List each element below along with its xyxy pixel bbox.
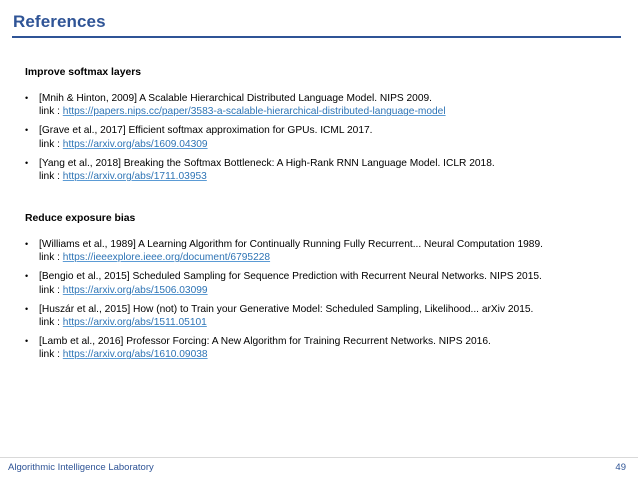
reference-link[interactable]: https://arxiv.org/abs/1610.09038 bbox=[62, 349, 208, 361]
link-prefix: link : bbox=[39, 284, 63, 296]
bullet-icon: • bbox=[25, 157, 29, 168]
reference-item bbox=[25, 92, 625, 118]
reference-item bbox=[25, 238, 625, 264]
bullet-icon: • bbox=[25, 303, 29, 314]
reference-citation: [Grave et al., 2017] Efficient softmax approximation for GPUs. ICML 2017. bbox=[39, 125, 373, 137]
bullet-icon: • bbox=[25, 125, 29, 136]
reference-item bbox=[25, 124, 625, 150]
footer-divider bbox=[0, 457, 638, 458]
reference-link[interactable]: https://arxiv.org/abs/1711.03953 bbox=[62, 171, 207, 183]
bullet-icon: • bbox=[25, 239, 29, 249]
reference-item bbox=[25, 335, 625, 361]
reference-item bbox=[25, 303, 625, 329]
link-prefix: link : bbox=[39, 252, 63, 264]
link-prefix: link : bbox=[39, 106, 63, 118]
link-prefix: link : bbox=[39, 317, 63, 329]
bullet-icon: • bbox=[25, 271, 29, 282]
reference-list-exposure-bias bbox=[25, 238, 625, 361]
bullet-icon: • bbox=[25, 336, 29, 347]
reference-link[interactable]: https://arxiv.org/abs/1609.04309 bbox=[62, 138, 208, 150]
slide-title: References bbox=[13, 12, 106, 31]
section-heading-exposure-bias: Reduce exposure bias bbox=[25, 213, 136, 224]
link-prefix: link : bbox=[39, 349, 63, 361]
reference-citation: [Williams et al., 1989] A Learning Algorithm for Continually Running Fully Recurrent... Neural Computation 1989. bbox=[39, 239, 543, 250]
reference-item bbox=[25, 157, 625, 183]
footer-lab-name: Algorithmic Intelligence Laboratory bbox=[8, 462, 154, 473]
reference-list-softmax bbox=[25, 92, 625, 183]
reference-citation: [Yang et al., 2018] Breaking the Softmax Bottleneck: A High-Rank RNN Language Model. ICLR 2018. bbox=[39, 157, 495, 169]
page-number: 49 bbox=[615, 462, 626, 473]
bullet-icon: • bbox=[25, 93, 29, 103]
reference-item bbox=[25, 270, 625, 296]
reference-citation: [Mnih & Hinton, 2009] A Scalable Hierarchical Distributed Language Model. NIPS 2009. bbox=[39, 93, 433, 104]
link-prefix: link : bbox=[39, 171, 63, 183]
link-prefix: link : bbox=[39, 138, 63, 150]
reference-citation: [Bengio et al., 2015] Scheduled Sampling for Sequence Prediction with Recurrent Neural Networks. NIPS 2015. bbox=[39, 271, 542, 283]
reference-link[interactable]: https://arxiv.org/abs/1511.05101 bbox=[62, 317, 207, 329]
section-heading-softmax: Improve softmax layers bbox=[25, 67, 142, 78]
reference-link[interactable]: https://arxiv.org/abs/1506.03099 bbox=[62, 284, 208, 296]
reference-citation: [Lamb et al., 2016] Professor Forcing: A New Algorithm for Training Recurrent Networks. NIPS 2016. bbox=[39, 336, 491, 348]
reference-citation: [Huszár et al., 2015] How (not) to Train your Generative Model: Scheduled Sampling, Likelihood... arXiv 2015. bbox=[39, 303, 534, 315]
reference-link[interactable]: https://papers.nips.cc/paper/3583-a-scalable-hierarchical-distributed-language-model bbox=[62, 106, 446, 118]
title-underline bbox=[12, 36, 621, 38]
reference-link[interactable]: https://ieeexplore.ieee.org/document/6795228 bbox=[62, 252, 271, 264]
